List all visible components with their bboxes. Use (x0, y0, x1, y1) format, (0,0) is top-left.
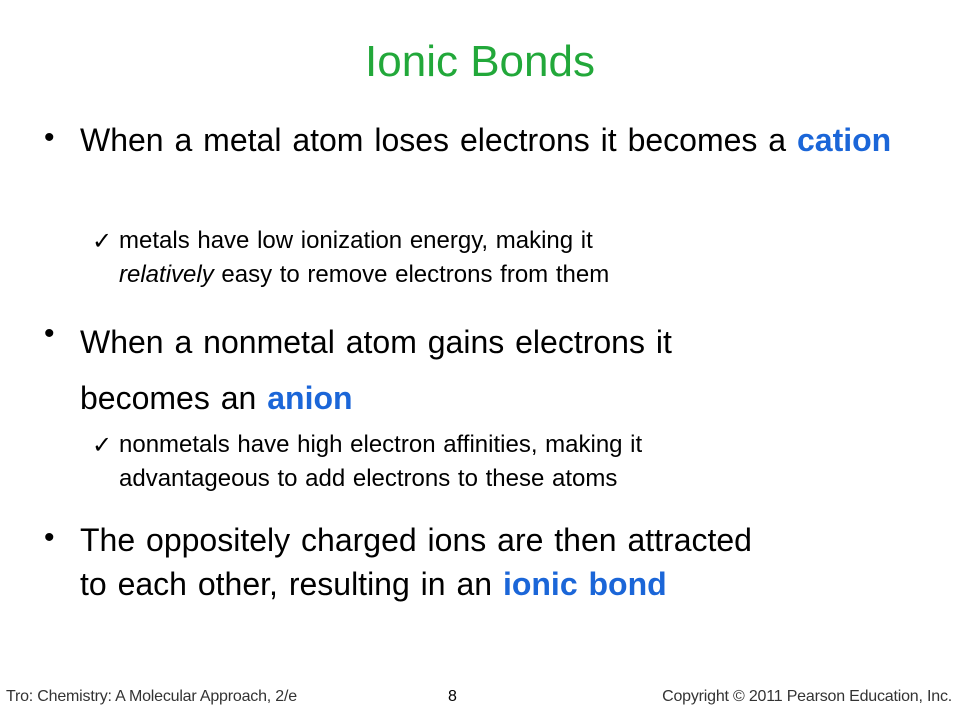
bullet-line2 (80, 370, 920, 426)
bullet-line2-text: becomes an (80, 380, 268, 416)
emphasis-relatively: relatively (119, 261, 214, 288)
footer-copyright: Copyright © 2011 Pearson Education, Inc. (662, 688, 952, 705)
subpoint-line2 (119, 258, 919, 292)
checkmark-icon: ✓ (92, 431, 113, 459)
subpoint-nonmetals (92, 428, 919, 496)
bullet-cation (44, 118, 920, 162)
subpoint-metals (92, 224, 919, 292)
bullet-ionic-bond (44, 518, 920, 606)
bullet-anion (44, 314, 920, 426)
bullet-line2-text: to each other, resulting in an (80, 566, 503, 602)
checkmark-icon: ✓ (92, 227, 113, 255)
page-number: 8 (448, 688, 457, 705)
subpoint-line2-rest: easy to remove electrons from them (213, 261, 610, 288)
bullet-line1: When a nonmetal atom gains electrons it (80, 324, 672, 360)
subpoint-line1: metals have low ionization energy, making it (119, 227, 593, 254)
keyword-anion: anion (267, 380, 353, 416)
keyword-ionic-bond: ionic bond (502, 566, 667, 602)
keyword-cation: cation (796, 122, 892, 158)
bullet-text: When a metal atom loses electrons it becomes a (80, 122, 797, 158)
bullet-line2 (80, 562, 920, 606)
bullet-line1: The oppositely charged ions are then attracted (80, 522, 752, 558)
bullet-icon: • (44, 121, 55, 154)
footer-source: Tro: Chemistry: A Molecular Approach, 2/e (6, 688, 297, 705)
bullet-icon: • (44, 317, 55, 350)
slide-title: Ionic Bonds (365, 37, 595, 86)
bullet-icon: • (44, 521, 55, 554)
subpoint-line1: nonmetals have high electron affinities, making it (119, 431, 643, 458)
subpoint-line2: advantageous to add electrons to these atoms (119, 465, 618, 492)
